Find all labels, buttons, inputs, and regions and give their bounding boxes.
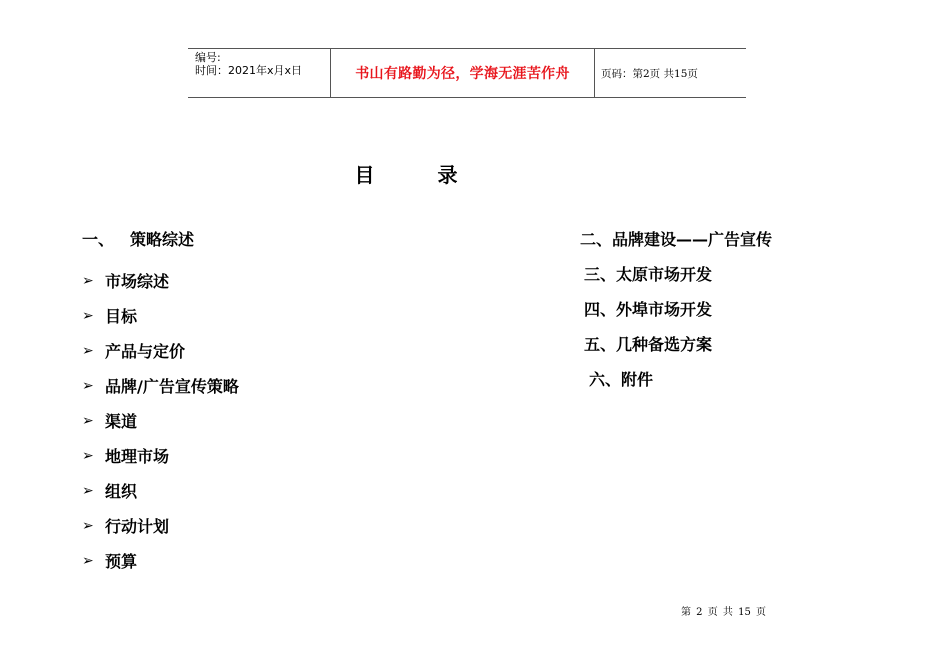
toc-entry[interactable] <box>82 333 239 368</box>
toc-entry-label: 目标 <box>105 307 138 326</box>
arrow-bullet-icon: ➢ <box>82 517 94 534</box>
toc-section-entry[interactable]: 二、品牌建设——广告宣传 <box>580 230 773 249</box>
toc-entry-label: 产品与定价 <box>105 342 186 361</box>
toc-entry[interactable] <box>82 263 239 298</box>
toc-entry-label: 地理市场 <box>105 447 170 466</box>
toc-section-title: 策略综述 <box>130 230 195 249</box>
header-meta-cell <box>188 49 331 97</box>
header-motto: 书山有路勤为径，学海无涯苦作舟 <box>331 49 595 97</box>
document-number-label: 编号: <box>195 51 221 64</box>
arrow-bullet-icon: ➢ <box>82 307 94 324</box>
toc-entry-label: 市场综述 <box>105 272 170 291</box>
toc-section-number: 一、 <box>82 230 115 249</box>
arrow-bullet-icon: ➢ <box>82 377 94 394</box>
toc-entry-label: 行动计划 <box>105 517 170 536</box>
toc-entry-label: 品牌/广告宣传策略 <box>105 377 239 396</box>
toc-entry-label: 渠道 <box>105 412 138 431</box>
document-time-label: 时间：2021年x月x日 <box>195 64 303 77</box>
toc-entry[interactable] <box>82 508 239 543</box>
toc-entry[interactable] <box>82 543 239 578</box>
document-header <box>188 48 746 98</box>
arrow-bullet-icon: ➢ <box>82 272 94 289</box>
arrow-bullet-icon: ➢ <box>82 552 94 569</box>
toc-left-column <box>82 228 239 578</box>
arrow-bullet-icon: ➢ <box>82 447 94 464</box>
toc-entry[interactable] <box>82 403 239 438</box>
toc-entry[interactable] <box>82 438 239 473</box>
toc-section-entry[interactable]: 五、几种备选方案 <box>584 335 713 354</box>
arrow-bullet-icon: ➢ <box>82 342 94 359</box>
arrow-bullet-icon: ➢ <box>82 412 94 429</box>
toc-section-entry[interactable]: 三、太原市场开发 <box>584 265 713 284</box>
toc-right-column <box>580 228 772 403</box>
toc-entry[interactable] <box>82 473 239 508</box>
toc-entry[interactable] <box>82 298 239 333</box>
toc-section-entry[interactable]: 四、外埠市场开发 <box>584 300 713 319</box>
toc-section-heading[interactable] <box>82 228 239 252</box>
toc-entry-label: 组织 <box>105 482 138 501</box>
arrow-bullet-icon: ➢ <box>82 482 94 499</box>
toc-title: 目 录 <box>354 163 486 187</box>
toc-entry-label: 预算 <box>105 552 138 571</box>
toc-bullet-list <box>82 263 239 578</box>
header-page-info: 页码：第2页 共15页 <box>601 67 698 80</box>
page-footer: 第 2 页 共 15 页 <box>681 607 766 618</box>
toc-section-entry[interactable]: 六、附件 <box>589 370 654 389</box>
toc-entry[interactable] <box>82 368 239 403</box>
